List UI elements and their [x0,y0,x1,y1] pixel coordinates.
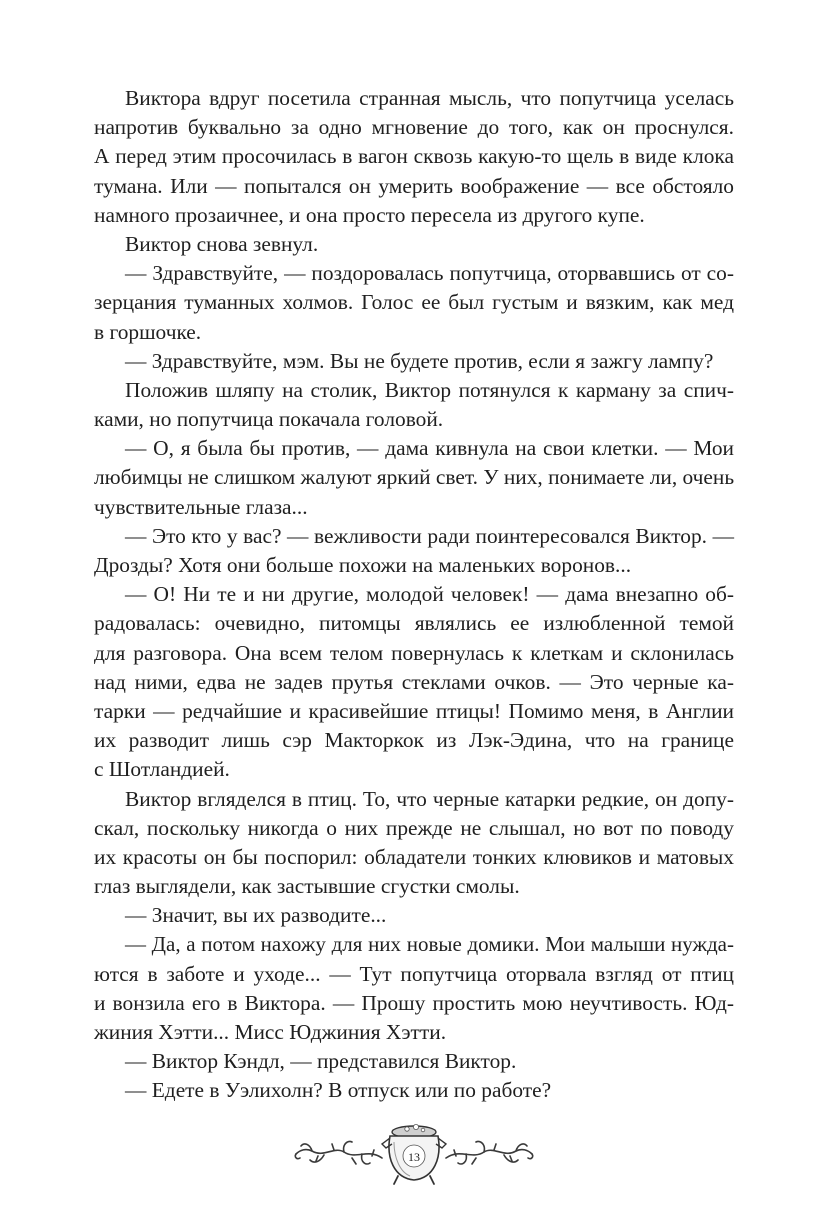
text-line: — О, я была бы против, — дама кивнула на свои клетки. — Мои [125,436,734,461]
text-line: — Здравствуйте, — поздоровалась попутчица, оторвавшись от со- [125,261,734,286]
text-line: для разговора. Она всем телом повернулась к клеткам и склонилась [94,640,734,665]
right-branch-icon [446,1141,533,1164]
text-line: радовалась: очевидно, питомцы являлись ее излюбленной темой [94,611,734,636]
text-line: глаз выглядели, как застывшие сгустки смолы. [94,874,520,899]
text-line: тумана. Или — попытался он умерить воображение — все обстояло [94,173,734,198]
text-line: Виктор вгляделся в птиц. То, что черные катарки редкие, он допу- [125,786,734,811]
text-line: ками, но попутчица покачала головой. [94,407,444,432]
text-line: Виктор снова зевнул. [125,231,319,256]
text-line: ются в заботе и уходе... — Тут попутчица оторвала взгляд от птиц [94,961,734,986]
text-line: их красоты он бы поспорил: обладатели тонких клювиков и матовых [94,844,734,869]
body-text [94,84,734,1106]
text-line: в горшочке. [94,319,202,344]
text-line: чувствительные глаза... [94,494,308,519]
text-line: Дрозды? Хотя они больше похожи на маленьких воронов... [94,553,632,577]
text-line: Виктора вдруг посетила странная мысль, что попутчица уселась [125,86,734,110]
page-number: 13 [408,1150,420,1164]
text-line: их разводит лишь сэр Макторкок из Лэк-Эдина, что на границе [94,728,734,753]
text-line: и вонзила его в Виктора. — Прошу простить мою неучтивость. Юд- [94,990,734,1015]
text-line: намного прозаичнее, и она просто пересела из другого купе. [94,202,645,227]
text-line: А перед этим просочилась в вагон сквозь какую-то щель в виде клока [94,144,734,169]
text-line: — Виктор Кэндл, — представился Виктор. [125,1049,517,1074]
text-line: скал, поскольку никогда о них прежде не слышал, но вот по поводу [94,815,734,840]
text-line: — Это кто у вас? — вежливости ради поинтересовался Виктор. — [125,523,734,548]
text-line: Положив шляпу на столик, Виктор потянулся к карману за спич- [125,377,734,402]
text-line: над ними, едва не задев прутья стеклами очков. — Это черные ка- [94,669,734,694]
text-line: — Да, а потом нахожу для них новые домики. Мои малыши нужда- [125,932,734,957]
text-line: — Здравствуйте, мэм. Вы не будете против, если я зажгу лампу? [125,348,714,373]
text-line: — Значит, вы их разводите... [125,903,387,928]
text-line: с Шотландией. [94,757,230,782]
text-line: напротив буквально за одно мгновение до того, как он проснулся. [94,115,734,140]
text-line: любимцы не слишком жалуют яркий свет. У них, понимаете ли, очень [94,465,735,490]
text-line: тарки — редчайшие и красивейшие птицы! Помимо меня, в Англии [94,698,734,723]
text-line: зерцания туманных холмов. Голос ее был густым и вязким, как мед [94,290,734,315]
left-branch-icon [295,1141,382,1164]
text-line: — О! Ни те и ни другие, молодой человек! — дама внезапно об- [125,582,734,607]
text-line: — Едете в Уэлихолн? В отпуск или по работе? [125,1078,552,1103]
text-line: жиния Хэтти... Мисс Юджиния Хэтти. [94,1020,447,1044]
